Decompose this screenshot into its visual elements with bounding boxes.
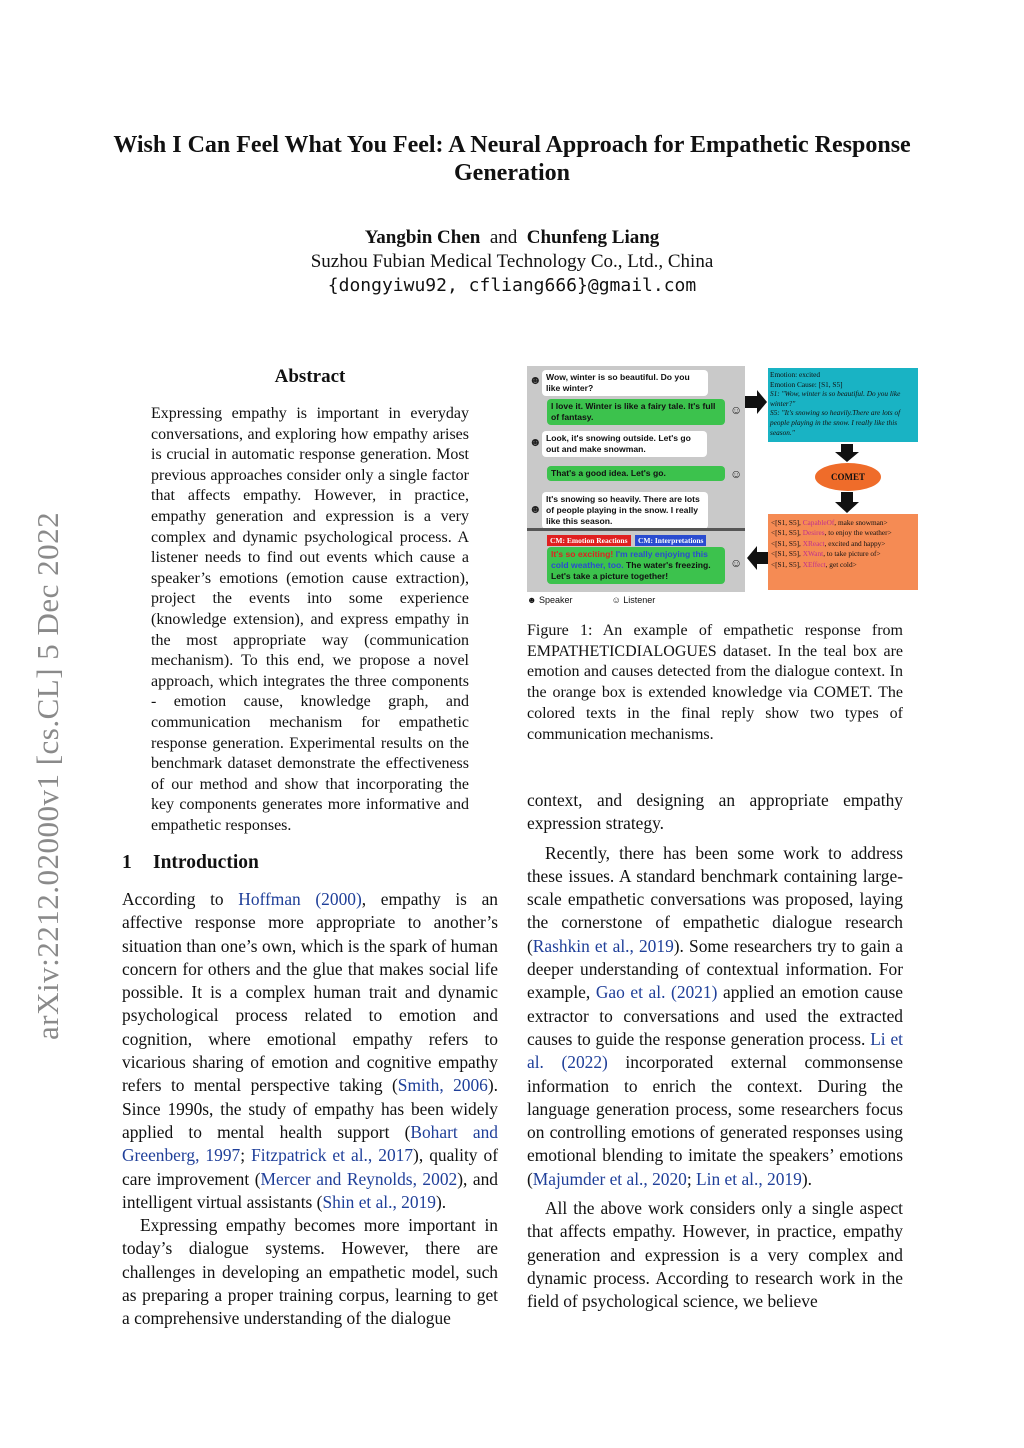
text-run: ), and intelligent virtual assistants ( [122,1168,498,1212]
paragraph [527,842,903,1191]
text-run: ). [801,1168,812,1189]
text-run: Recently, there has been some work to address these issues. A standard benchmark containing large-scale empathetic conversations was proposed, laying the cornerstone of empathetic dialogue research ( [527,842,903,956]
paper-title: Wish I Can Feel What You Feel: A Neural Approach for Empathetic Response Generation [113,132,911,186]
citation-link[interactable]: Lin et al., 2019 [696,1168,802,1189]
cm-interpretations-tag: CM: Interpretations [635,535,706,546]
section-number: 1 [122,852,132,873]
arrow-left-icon [747,546,768,570]
knowledge-box [768,514,918,590]
listener-icon: ☺ [730,403,743,417]
text-run: ). Since 1990s, the study of empathy has been widely applied to mental health support ( [122,1075,498,1142]
speaker-bubble: Wow, winter is so beautiful. Do you like winter? [542,370,708,396]
plain-reply-text: The water's freezing. Let's take a picture together! [551,560,711,581]
citation-link[interactable]: Mercer and Reynolds, 2002 [260,1168,458,1189]
knowledge-triple: <[S1, S5], XWant, to take picture of> [771,549,881,559]
right-column-body [527,789,903,1314]
figure-caption: Figure 1: An example of empathetic response from EMPATHETICDIALOGUES dataset. In the teal box are emotion and causes detected from the dialogue context. In the orange box is extended knowledge via COMET. The colored texts in the final reply show two types of communication mechanisms. [527,622,903,743]
listener-icon: ☺ [730,556,743,570]
emotion-cause-label: Emotion Cause: [S1, S5] [770,379,843,389]
knowledge-triple: <[S1, S5], CapableOf, make snowman> [771,518,888,527]
abstract-body: Expressing empathy is important in everyday conversations, and exploring how empathy arises is crucial in automatic response generation. Most previous approaches consider only a single factor that affects empathy. However, in practice, empathy generation and expression is a very complex and dynamic psychological process. A listener needs to find out events which cause a speaker’s emotions (emotion cause extraction), project the events into some experience (knowledge extension), and express empathy in the most appropriate way (communication mechanism). To this end, we propose a novel approach, which integrates the three components - emotion cause, knowledge graph, and communication mechanism for empathetic response generation. Experimental results on the benchmark dataset demonstrate the effectiveness of our method and show that incorporating the key components generates more informative and empathetic responses. [151,405,469,834]
text-run: ; [686,1168,697,1189]
speaker-icon: ☻ [529,502,542,516]
cause-sentence-5: S5: "It's snowing so heavily.There are lots of people playing in the snow. I really like this season." [770,408,901,437]
citation-link[interactable]: Bohart and Greenberg, 1997 [122,1121,498,1166]
speaker-bubble: Look, it's snowing outside. Let's go out and make snowman. [542,431,707,457]
listener-bubble: I love it. Winter is like a fairy tale. It's full of fantasy. [547,399,725,425]
knowledge-triple: <[S1, S5], Desires, to enjoy the weather> [771,528,892,538]
author-conjunction: and [489,227,518,248]
cm-reactions-tag: CM: Emotion Reactions [547,535,631,546]
speaker-legend-label: Speaker [539,595,573,605]
citation-link[interactable]: Rashkin et al., 2019 [532,935,674,956]
comet-node: COMET [815,463,881,491]
interpretation-text: I'm really enjoying this cold weather, too. [551,549,708,570]
arxiv-identifier: arXiv:2212.02000v1 [cs.CL] 5 Dec 2022 [30,511,65,1040]
listener-bubble: That's a good idea. Let's go. [547,466,725,481]
listener-icon: ☺ [611,595,621,605]
left-column-body [122,888,498,1331]
speaker-icon: ☻ [527,595,537,605]
text-run: incorporated external commonsense information to enrich the context. During the language generation process, some researchers focus on controlling emotions of generated responses using emotional blending to imitate the speakers’ emotions ( [527,1052,903,1189]
section-title: Introduction [153,852,259,873]
citation-link[interactable]: Gao et al. (2021) [595,982,718,1003]
text-run: According to [122,889,239,909]
emotion-label: Emotion: excited [770,370,821,379]
text-run: ; [240,1145,252,1166]
paragraph: context, and designing an appropriate empathy expression strategy. [527,790,903,834]
emotion-cause-box [768,368,918,442]
paragraph: Expressing empathy becomes more important in today’s dialogue systems. However, there are challenges in developing an empathetic model, such as preparing a proper training corpus, learning to get a comprehensive understanding of the dialogue [122,1215,498,1329]
text-run: ). [435,1191,447,1212]
author-1: Yangbin Chen [364,227,481,248]
paragraph: All the above work considers only a single aspect that affects empathy. However, in practice, empathy generation and expression is a very complex and dynamic process. According to research work in the field of psychological science, we believe [527,1198,903,1312]
text-run: ). Some researchers try to gain a deeper understanding of contextual information. For example, [527,935,903,1003]
knowledge-triple: <[S1, S5], XReact, excited and happy> [771,538,886,548]
arrow-right-icon [745,390,767,414]
knowledge-triple: <[S1, S5], XEffect, get cold> [771,559,857,569]
citation-link[interactable]: Li et al. (2022) [527,1028,903,1073]
citation-link[interactable]: Hoffman (2000) [238,889,362,909]
text-run: applied an emotion cause extractor to conversations and used the extracted causes to guide the response generation process. [527,982,903,1049]
email: {dongyiwu92, cfliang666}@gmail.com [327,275,697,296]
author-2: Chunfeng Liang [526,227,660,248]
affiliation: Suzhou Fubian Medical Technology Co., Ltd., China [310,251,714,272]
arrow-down-icon [835,444,859,462]
citation-link[interactable]: Smith, 2006 [397,1075,488,1096]
abstract-heading: Abstract [274,366,346,387]
citation-link[interactable]: Majumder et al., 2020 [532,1168,687,1189]
speaker-icon: ☻ [529,373,542,387]
listener-legend-label: Listener [623,595,656,605]
paragraph [122,888,498,1214]
citation-link[interactable]: Shin et al., 2019 [322,1191,436,1212]
arrow-down-icon [835,492,859,513]
speaker-bubble: It's snowing so heavily. There are lots of people playing in the snow. I really like this season. [542,492,708,529]
citation-link[interactable]: Fitzpatrick et al., 2017 [251,1145,414,1166]
speaker-icon: ☻ [529,435,542,449]
cause-sentence-1: S1: "Wow, winter is so beautiful. Do you like winter?" [770,389,901,408]
author-line [100,226,924,250]
text-run: ), quality of care improvement ( [122,1145,499,1189]
figure-1 [527,366,919,608]
text-run: , empathy is an affective response more appropriate to another’s situation than one’s own, which is the spark of human concern for others and the glue that makes social life possible. It is a complex human trait and dynamic psychological process related to emotion and cognition, where emotional empathy refers to vicarious sharing of emotion and cognitive empathy refers to mental perspective taking ( [122,889,498,1096]
listener-icon: ☺ [730,467,743,481]
section-heading [122,852,259,874]
emotion-reaction-text: It's so exciting! [551,549,614,559]
